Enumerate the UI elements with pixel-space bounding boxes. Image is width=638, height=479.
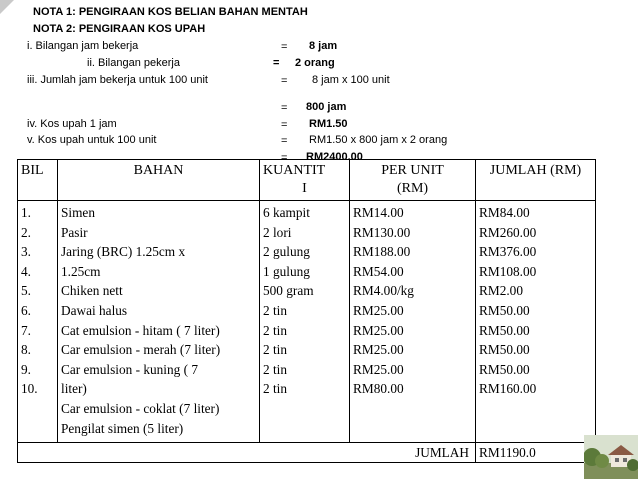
header-bil: BIL <box>18 160 58 201</box>
cell-line: 1.25cm <box>61 263 101 279</box>
item-iii-value: 8 jam x 100 unit <box>312 74 390 86</box>
cell-line: Car emulsion - coklat (7 liter) <box>61 400 220 416</box>
material-cost-table <box>17 159 596 463</box>
item-ii-equals: = <box>273 57 280 69</box>
cell-line: RM50.00 <box>479 322 530 338</box>
header-kuantiti-line-1: KUANTIT <box>263 163 326 178</box>
header-bahan: BAHAN <box>58 160 260 201</box>
cell-line: 2 lori <box>263 224 292 240</box>
cell-line: RM108.00 <box>479 263 537 279</box>
item-iii-result-equals: = <box>281 102 288 114</box>
cell-line: RM130.00 <box>353 224 411 240</box>
table-total-row <box>18 443 596 463</box>
cell-line: 4. <box>21 263 31 279</box>
item-i-equals: = <box>281 41 288 53</box>
item-i-value: 8 jam <box>309 40 338 52</box>
cell-line: RM25.00 <box>353 322 404 338</box>
nota-2-heading: NOTA 2: PENGIRAAN KOS UPAH <box>33 23 206 35</box>
header-per-unit-line-1: PER UNIT <box>381 163 444 178</box>
kuantiti-column <box>260 201 350 443</box>
item-ii-label: ii. Bilangan pekerja <box>87 57 180 69</box>
cell-line: 3. <box>21 244 31 260</box>
header-per-unit <box>350 160 476 201</box>
cell-line: 2 tin <box>263 342 288 358</box>
header-kuantiti-line-2: I <box>302 181 307 196</box>
cell-line: 500 gram <box>263 283 314 299</box>
cell-line: 9. <box>21 361 31 377</box>
item-v-equals: = <box>281 135 288 147</box>
item-iii-equals: = <box>281 75 288 87</box>
house-photo-image <box>584 435 638 479</box>
cell-line: liter) <box>61 381 87 397</box>
cell-line: 2 tin <box>263 302 288 318</box>
cell-line: Chiken nett <box>61 283 123 299</box>
cell-line: Pasir <box>61 224 88 240</box>
cell-line: RM160.00 <box>479 381 537 397</box>
cell-line: RM25.00 <box>353 342 404 358</box>
cell-line: 1 gulung <box>263 263 310 279</box>
cell-line: RM4.00/kg <box>353 283 414 299</box>
cell-line: RM260.00 <box>479 224 537 240</box>
cell-line: Car emulsion - kuning ( 7 <box>61 361 199 377</box>
per-unit-column <box>350 201 476 443</box>
item-iii-label: iii. Jumlah jam bekerja untuk 100 unit <box>27 74 208 86</box>
cell-line: RM14.00 <box>353 205 404 220</box>
cell-line: 5. <box>21 283 31 299</box>
cell-line: RM188.00 <box>353 244 411 260</box>
bil-column <box>18 201 58 443</box>
item-ii-value: 2 orang <box>295 57 335 69</box>
cell-line: RM80.00 <box>353 381 404 397</box>
cell-line: RM50.00 <box>479 361 530 377</box>
jumlah-column <box>476 201 596 443</box>
cell-line: RM50.00 <box>479 342 530 358</box>
bahan-column <box>58 201 260 443</box>
nota-1-heading: NOTA 1: PENGIRAAN KOS BELIAN BAHAN MENTAH <box>33 6 308 18</box>
item-v-result-value: RM2400.00 <box>306 151 363 163</box>
header-per-unit-line-2: (RM) <box>396 181 429 196</box>
cell-line: 1. <box>21 205 31 220</box>
cell-line: RM84.00 <box>479 205 530 220</box>
cell-line: 2 tin <box>263 322 288 338</box>
cell-line: RM54.00 <box>353 263 404 279</box>
item-iv-label: iv. Kos upah 1 jam <box>27 118 117 130</box>
cell-line: RM376.00 <box>479 244 537 260</box>
total-label: JUMLAH <box>18 443 476 463</box>
item-iv-value: RM1.50 <box>309 118 348 130</box>
cell-line: RM25.00 <box>353 302 404 318</box>
cell-line: 7. <box>21 322 31 338</box>
cell-line: RM25.00 <box>353 361 404 377</box>
cell-line: Dawai halus <box>61 302 128 318</box>
header-jumlah: JUMLAH (RM) <box>476 160 596 201</box>
cell-line: Cat emulsion - hitam ( 7 liter) <box>61 322 220 338</box>
house-photo-thumbnail <box>584 435 638 479</box>
cell-line: 10. <box>21 381 38 397</box>
cell-line: 2. <box>21 224 31 240</box>
item-v-label: v. Kos upah untuk 100 unit <box>27 134 157 146</box>
slide-corner-arrow-icon <box>0 0 14 14</box>
item-i-label: i. Bilangan jam bekerja <box>27 40 139 52</box>
cell-line: 2 tin <box>263 381 288 397</box>
table-body-row <box>18 201 596 443</box>
cell-line: 2 gulung <box>263 244 310 260</box>
cell-line: RM50.00 <box>479 302 530 318</box>
total-value: RM1190.0 <box>476 443 596 463</box>
item-iv-equals: = <box>281 119 288 131</box>
item-v-result-equals: = <box>281 152 288 164</box>
cell-line: 6 kampit <box>263 205 310 220</box>
table-header-row <box>18 160 596 201</box>
cell-line: RM2.00 <box>479 283 523 299</box>
item-iii-result-value: 800 jam <box>306 101 347 113</box>
cell-line: 2 tin <box>263 361 288 377</box>
cell-line: Jaring (BRC) 1.25cm x <box>61 244 186 260</box>
cell-line: Car emulsion - merah (7 liter) <box>61 342 221 358</box>
item-v-value: RM1.50 x 800 jam x 2 orang <box>309 134 448 146</box>
cell-line: Simen <box>61 205 95 220</box>
header-kuantiti <box>260 160 350 201</box>
cell-line: 6. <box>21 302 31 318</box>
cell-line: Pengilat simen (5 liter) <box>61 420 184 436</box>
cell-line: 8. <box>21 342 31 358</box>
